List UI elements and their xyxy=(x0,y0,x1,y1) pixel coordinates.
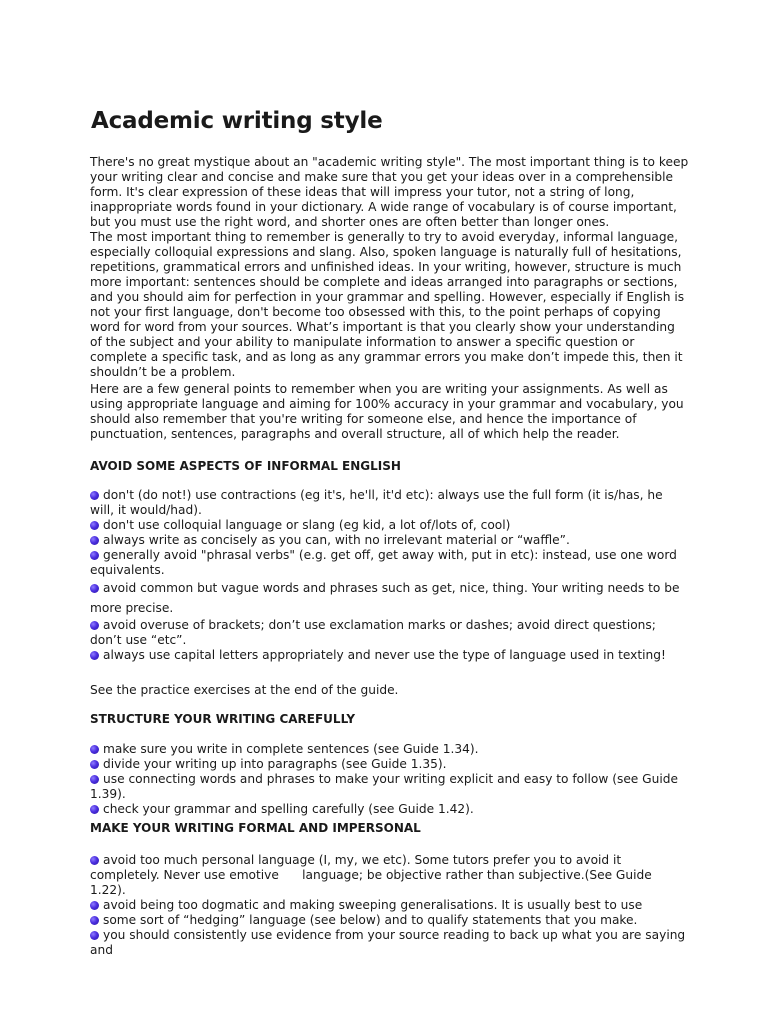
list-item xyxy=(90,518,690,533)
intro-paragraph-3: Here are a few general points to remember when you are writing your assignments. As well as using appropriate language and aiming for 100% accuracy in your grammar and vocabulary, you should also remember that you're writing for someone else, and hence the importance of punctuation, sentences, paragraphs and overall structure, all of which help the reader. xyxy=(90,382,684,441)
list-item-text: divide your writing up into paragraphs (see Guide 1.35). xyxy=(103,757,447,771)
list-item-text: avoid too much personal language (I, my, we etc). Some tutors prefer you to avoid it completely. Never use emotive language; be objective rather than subjective.(See Guide 1.22). xyxy=(90,853,656,897)
bullet-icon xyxy=(90,621,99,630)
list-item-text: check your grammar and spelling carefully (see Guide 1.42). xyxy=(103,802,474,816)
list-item xyxy=(90,757,690,772)
list-item xyxy=(90,488,690,518)
intro-text xyxy=(90,155,690,380)
bullet-icon xyxy=(90,916,99,925)
bullet-icon xyxy=(90,775,99,784)
list-item xyxy=(90,913,690,928)
list-item-text: some sort of “hedging” language (see below) and to qualify statements that you make. xyxy=(103,913,638,927)
list-item-text: avoid overuse of brackets; don’t use exclamation marks or dashes; avoid direct questions; don’t use “etc”. xyxy=(90,618,656,647)
list-item-text: use connecting words and phrases to make your writing explicit and easy to follow (see Guide 1.39). xyxy=(90,772,678,801)
informal-english-list xyxy=(90,488,690,663)
list-item-text: always use capital letters appropriately and never use the type of language used in texting! xyxy=(103,648,666,662)
bullet-icon xyxy=(90,805,99,814)
bullet-icon xyxy=(90,551,99,560)
list-item xyxy=(90,853,690,898)
bullet-icon xyxy=(90,856,99,865)
list-item xyxy=(90,533,690,548)
bullet-icon xyxy=(90,931,99,940)
list-item-text: you should consistently use evidence from your source reading to back up what you are saying and xyxy=(90,928,686,957)
section-heading-structure: STRUCTURE YOUR WRITING CAREFULLY xyxy=(90,712,356,726)
bullet-icon xyxy=(90,491,99,500)
bullet-icon xyxy=(90,760,99,769)
list-item-text: avoid common but vague words and phrases such as get, nice, thing. Your writing needs to be more precise. xyxy=(90,581,680,615)
list-item-text: don't (do not!) use contractions (eg it's, he'll, it'd etc): always use the full form (it is/has, he will, it would/had). xyxy=(90,488,663,517)
list-item-text: avoid being too dogmatic and making sweeping generalisations. It is usually best to use xyxy=(103,898,643,912)
bullet-icon xyxy=(90,901,99,910)
list-item-text: make sure you write in complete sentences (see Guide 1.34). xyxy=(103,742,479,756)
section-heading-formal: MAKE YOUR WRITING FORMAL AND IMPERSONAL xyxy=(90,821,421,835)
bullet-icon xyxy=(90,745,99,754)
section-heading-informal: AVOID SOME ASPECTS OF INFORMAL ENGLISH xyxy=(90,459,401,473)
page-title: Academic writing style xyxy=(91,108,383,134)
list-item xyxy=(90,802,690,817)
list-item xyxy=(90,898,690,913)
practice-note: See the practice exercises at the end of the guide. xyxy=(90,683,399,697)
list-item xyxy=(90,772,690,802)
list-item xyxy=(90,742,690,757)
intro-paragraph-2: The most important thing to remember is generally to try to avoid everyday, informal language, especially colloquial expressions and slang. Also, spoken language is naturally full of hesitations, repetitions, grammatical errors and unfinished ideas. In your writing, however, structure is much more important: sentences should be complete and ideas arranged into paragraphs or sections, and you should aim for perfection in your grammar and spelling. However, especially if English is not your first language, don't become too obsessed with this, to the point perhaps of copying word for word from your sources. What’s important is that you clearly show your understanding of the subject and your ability to manipulate information to answer a specific question or complete a specific task, and as long as any grammar errors you make don’t impede this, then it shouldn’t be a problem. xyxy=(90,230,685,379)
list-item xyxy=(90,648,690,663)
list-item xyxy=(90,578,690,618)
formal-writing-list xyxy=(90,853,690,958)
bullet-icon xyxy=(90,584,99,593)
structure-list xyxy=(90,742,690,817)
bullet-icon xyxy=(90,536,99,545)
list-item xyxy=(90,618,690,648)
bullet-icon xyxy=(90,651,99,660)
intro-paragraph-1: There's no great mystique about an "academic writing style". The most important thing is to keep your writing clear and concise and make sure that you get your ideas over in a comprehensible form. It's clear expression of these ideas that will impress your tutor, not a string of long, inappropriate words found in your dictionary. A wide range of vocabulary is of course important, but you must use the right word, and shorter ones are often better than longer ones. xyxy=(90,155,689,229)
list-item-text: always write as concisely as you can, with no irrelevant material or “waffle”. xyxy=(103,533,570,547)
list-item-text: don't use colloquial language or slang (eg kid, a lot of/lots of, cool) xyxy=(103,518,511,532)
bullet-icon xyxy=(90,521,99,530)
list-item-text: generally avoid "phrasal verbs" (e.g. get off, get away with, put in etc): instead, use one word equivalents. xyxy=(90,548,677,577)
list-item xyxy=(90,548,690,578)
intro-paragraph-3-block xyxy=(90,382,690,442)
list-item xyxy=(90,928,690,958)
